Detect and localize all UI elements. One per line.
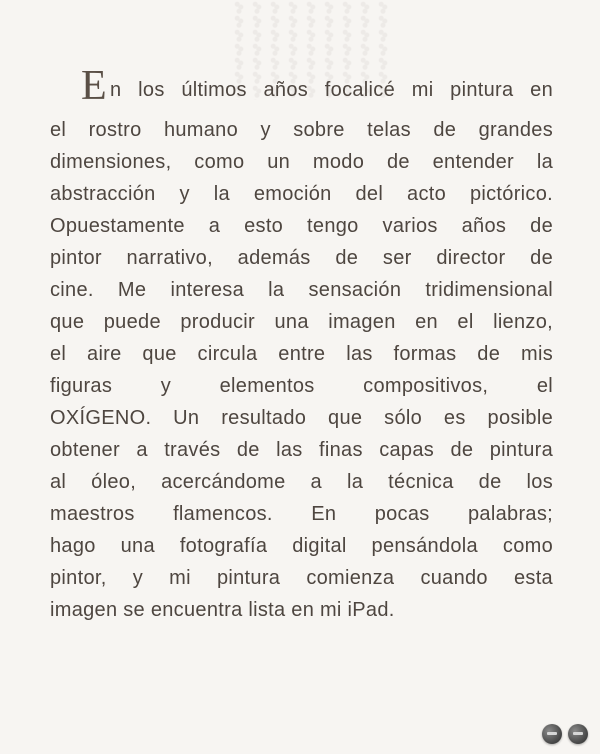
paragraph [50, 63, 553, 626]
text-line: maestros flamencos. En pocas palabras; [50, 503, 553, 525]
text-line: el rostro humano y sobre telas de grandes [50, 119, 553, 141]
drop-cap: E [81, 63, 107, 109]
first-line-text: n los últimos años focalicé mi pintura en [110, 79, 553, 101]
next-page-icon[interactable] [568, 724, 588, 744]
text-line: Opuestamente a esto tengo varios años de [50, 215, 553, 237]
first-line [50, 63, 553, 110]
text-line: que puede producir una imagen en el lienzo, [50, 311, 553, 333]
previous-page-icon[interactable] [542, 724, 562, 744]
text-line: pintor narrativo, además de ser director de [50, 247, 553, 269]
text-line: obtener a través de las finas capas de pintura [50, 439, 553, 461]
text-line: dimensiones, como un modo de entender la [50, 151, 553, 173]
text-line: al óleo, acercándome a la técnica de los [50, 471, 553, 493]
page-navigation [542, 724, 588, 744]
text-line: figuras y elementos compositivos, el [50, 375, 553, 397]
text-line: abstracción y la emoción del acto pictórico. [50, 183, 553, 205]
text-line: cine. Me interesa la sensación tridimensional [50, 279, 553, 301]
text-line: el aire que circula entre las formas de mis [50, 343, 553, 365]
text-line: hago una fotografía digital pensándola como [50, 535, 553, 557]
text-line: OXÍGENO. Un resultado que sólo es posible [50, 407, 553, 429]
text-line: imagen se encuentra lista en mi iPad. [50, 599, 395, 621]
text-line: pintor, y mi pintura comienza cuando esta [50, 567, 553, 589]
